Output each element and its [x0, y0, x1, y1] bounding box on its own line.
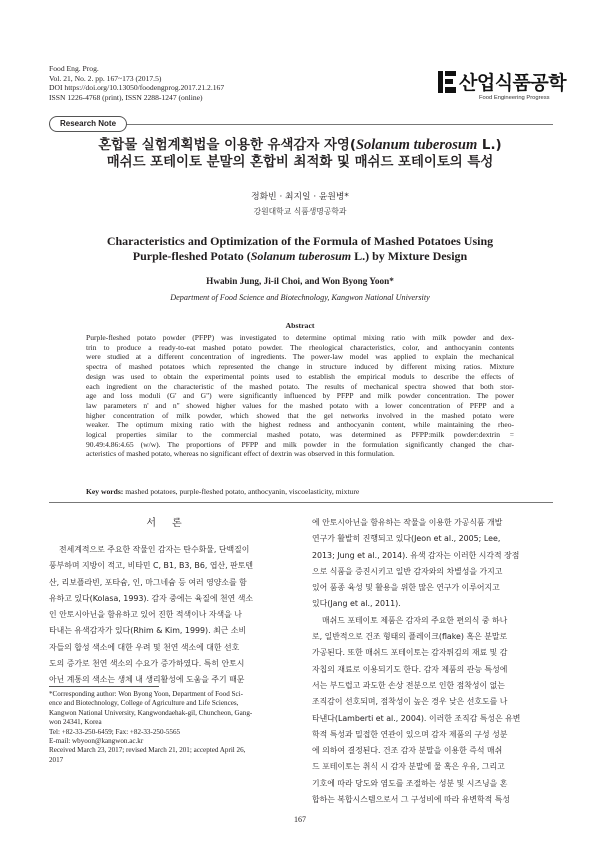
english-authors: Hwabin Jung, Ji-il Choi, and Won Byong Yoon*	[206, 276, 394, 286]
body-text-line: 가공된다. 또한 매쉬드 포테이토는 감자튀김의 재료 및 감	[312, 648, 508, 658]
body-text-line: 아닌 계통의 색소는 생체 내 생리활성에 도움을 주기 때문	[49, 675, 245, 685]
abstract-line: logical properties similar to the commercial mashed potato, was determined as PFPP:milk powder:dextrin =	[86, 430, 514, 440]
en-title-species: Solanum tuberosum	[250, 249, 352, 263]
korean-title-line-1	[49, 137, 551, 154]
abstract-line: 90.49:4.86:4.65 (w/w). The proportions of PFPP and milk powder in the formulation significantly changed the char-	[86, 439, 514, 449]
journal-issn: ISSN 1226-4768 (print), ISSN 2288-1247 (online)	[49, 92, 203, 102]
footnote-line: *Corresponding author: Won Byong Yoon, Department of Food Sci-	[49, 690, 243, 698]
body-text-line: 기호에 따라 당도와 염도를 조절하는 성분 및 시즈닝을 혼	[312, 778, 508, 788]
logo-title: 산업식품공학	[459, 72, 567, 94]
abstract-body	[86, 333, 514, 459]
journal-doi: DOI https://doi.org/10.13050/foodengprog.2017.21.2.167	[49, 83, 225, 93]
body-text-line: 조직감이 선호되며, 점착성이 높은 경우 낮은 선호도를 나	[312, 697, 508, 707]
abstract-rule	[49, 502, 553, 503]
body-text-line: 인 안토시아닌을 함유하고 있어 진한 적색이나 자색을 나	[49, 610, 242, 620]
abstract-line: trin to produce a ready-to-eat mashed potato powder. The rheological characteristics, color, and anthocyanin contents	[86, 342, 514, 352]
abstract-line: Purple-fleshed potato powder (PFPP) was investigated to determine optimal mixing ratio with milk powder and dex-	[86, 333, 514, 342]
abstract-line: weaker. The optimum mixing ratio with the highest redness and anthocyanin content, while maintaining the rheo-	[86, 420, 514, 430]
section-heading-introduction: 서론	[146, 518, 198, 529]
body-column-left	[49, 542, 295, 689]
abstract-line: design was used to obtain the experimental points used to establish the empirical moduls to describe the effects of	[86, 371, 514, 381]
abstract-line: acteristics of mashed potato, whereas no significant effect of dextrin was observed in this formulation.	[86, 449, 395, 459]
body-column-right	[312, 515, 555, 808]
abstract-line: each ingredient on the characteristic of the mashed potato. The results of mechanical spectra showed that both stor-	[86, 381, 514, 391]
body-text-line: 에 의하여 결정된다. 건조 감자 분말을 이용한 즉석 매쉬	[312, 746, 503, 756]
journal-name: Food Eng. Prog.	[49, 64, 99, 73]
body-text-line: 자칩의 재료로 이용되기도 한다. 감자 제품의 관능 특성에	[312, 664, 508, 674]
body-text-line: 서는 부드럽고 과도한 손상 전분으로 인한 점착성이 없는	[312, 680, 505, 690]
journal-volume: Vol. 21, No. 2. pp. 167~173 (2017.5)	[49, 73, 162, 83]
footnote-line: ence and Biotechnology, College of Agriculture and Life Sciences,	[49, 699, 239, 708]
korean-title-line-2: 매쉬드 포테이토 분말의 혼합비 최적화 및 매쉬드 포테이토의 특성	[106, 155, 494, 170]
logo-subtitle: Food Engineering Progress	[479, 95, 550, 101]
footnote-line: E-mail: wbyoon@kangwon.ac.kr	[49, 737, 144, 746]
keywords-list: mashed potatoes, purple-fleshed potato, anthocyanin, viscoelasticity, mixture	[123, 487, 360, 496]
body-text-line: 연구가 활발히 진행되고 있다(Jeon et al., 2005; Lee,	[312, 534, 501, 544]
korean-authors: 정화빈 · 최지일 · 윤원병*	[251, 192, 349, 202]
abstract-heading: Abstract	[285, 321, 315, 330]
abstract-line: law parameters n' and n" showed higher values for the mashed potato with a lower concentration of PFPP and a	[86, 400, 514, 410]
body-text-line: 산, 리보플라빈, 포타슘, 인, 마그네슘 등 여러 영양소를 함	[49, 577, 247, 587]
english-title-line-1: Characteristics and Optimization of the Formula of Mashed Potatoes Using	[106, 234, 494, 248]
footnote-line: Tel: +82-33-250-6459; Fax: +82-33-250-5565	[49, 727, 181, 736]
journal-citation	[49, 64, 224, 102]
kr-title-species: Solanum tuberosum	[355, 137, 478, 153]
english-title-line-2	[49, 249, 551, 264]
corresponding-author-footnote	[49, 690, 299, 765]
body-text-line: 으로 식품을 증진시키고 일반 감자와의 차별성을 가지고	[312, 566, 503, 576]
page-number: 167	[294, 815, 306, 824]
footnote-line: won 24341, Korea	[49, 718, 102, 727]
abstract-line: age and loss moduli (G' and G") were significantly influenced by PFPP and milk powder concentration. The power	[86, 391, 514, 401]
journal-logo	[437, 68, 567, 106]
footnote-line: 2017	[49, 755, 64, 764]
korean-affiliation: 강원대학교 식품생명공학과	[253, 207, 347, 216]
abstract-line: higher concentration of milk powder, which showed that the gel networks involved in the mashed potato were	[86, 410, 514, 420]
footnote-line: Received March 23, 2017; revised March 21, 201; accepted April 26,	[49, 746, 246, 755]
body-text-line: 드 포테이토는 취식 시 감자 분말에 물 혹은 우유, 그리고	[312, 762, 505, 772]
body-text-line: 타낸다(Lamberti et al., 2004). 이러한 조직감 특성은 유변	[312, 713, 521, 723]
kr-title-pre: 혼합물 실험계획법을 이용한 유색감자 자영(	[98, 138, 356, 153]
body-text-line: 전세계적으로 주요한 작물인 감자는 탄수화물, 단백질이	[59, 545, 250, 554]
body-text-line: 있어 품종 육성 및 활용을 위한 많은 연구가 이루어지고	[312, 583, 500, 593]
body-text-line: 로, 일반적으로 건조 형태의 플레이크(flake) 혹은 분말로	[312, 632, 508, 642]
body-text-line: 풍부하며 지방이 적고, 비타민 C, B1, B3, B6, 엽산, 판토텐	[49, 561, 254, 571]
en-title-pre: Purple-fleshed Potato (	[132, 249, 251, 263]
footnote-rule	[49, 686, 159, 687]
footnote-line: Kangwon National University, Kangwondaehak-gil, Chuncheon, Gang-	[49, 708, 253, 717]
body-text-line: 합하는 복합시스템으로서 그 구성비에 따라 유변학적 특성	[312, 795, 510, 805]
body-text-line: 유하고 있다(Kolasa, 1993). 감자 중에는 육질에 천연 색소	[49, 593, 253, 603]
logo-mark-icon	[437, 70, 457, 94]
keywords	[86, 487, 514, 496]
body-text-line: 있다(Jang et al., 2011).	[312, 599, 401, 609]
en-title-post: L.) by Mixture Design	[351, 249, 468, 263]
body-text-line: 2013; Jung et al., 2014). 유색 감자는 이러한 시각적 장점	[312, 550, 520, 560]
abstract-line: spectra of mashed potatoes which represented the change in structure induced by different mixing ratios. Mixture	[86, 362, 514, 372]
body-text-line: 타내는 유색감자가 있다(Rhim & Kim, 1999). 최근 소비	[49, 626, 247, 636]
english-affiliation: Department of Food Science and Biotechnology, Kangwon National University	[170, 293, 430, 302]
body-text-line: 도의 증가로 천연 색소의 수요가 증가하였다. 특히 안토시	[49, 659, 245, 669]
kr-title-post: L.)	[477, 138, 502, 153]
keywords-label: Key words:	[86, 487, 124, 496]
body-text-line: 자들의 합성 색소에 대한 우려 및 천연 색소에 대한 선호	[49, 642, 240, 652]
body-text-line: 에 안토시아닌을 함유하는 작물을 이용한 가공식품 개발	[312, 518, 503, 527]
article-type-badge: Research Note	[49, 116, 127, 132]
body-text-line: 매쉬드 포테이토 제품은 감자의 주요한 편의식 중 하나	[322, 615, 508, 625]
body-text-line: 학적 특성과 밀접한 연관이 있으며 감자 제품의 구성 성분	[312, 729, 508, 739]
abstract-line: were studied at a different concentration of ingredients. The power-law model was applied to explain the mechanical	[86, 352, 514, 362]
